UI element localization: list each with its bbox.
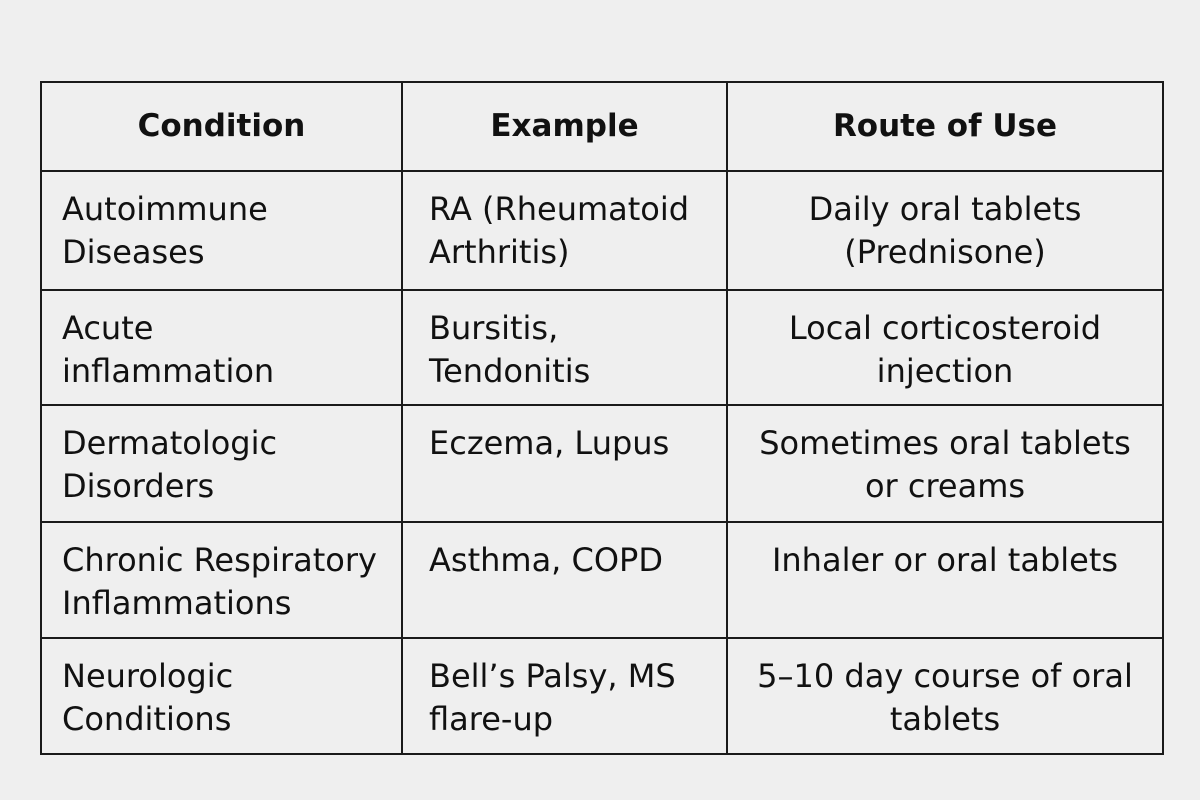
cell-condition xyxy=(41,638,402,754)
cell-text: 5–10 day course of oral xyxy=(757,657,1133,695)
cell-text: flare-up xyxy=(429,700,554,738)
cell-text: Disorders xyxy=(62,467,215,505)
cell-text: Chronic Respiratory xyxy=(62,541,377,579)
cell-text: Tendonitis xyxy=(429,352,591,390)
cell-route xyxy=(727,290,1163,405)
table-row xyxy=(41,522,1163,638)
cell-example xyxy=(402,171,727,290)
cell-text: Neurologic xyxy=(62,657,234,695)
cell-text: Diseases xyxy=(62,233,205,271)
cell-example xyxy=(402,522,727,638)
cell-text: Inflammations xyxy=(62,584,292,622)
cell-text: Bell’s Palsy, MS xyxy=(429,657,676,695)
cell-example xyxy=(402,405,727,522)
cell-route xyxy=(727,522,1163,638)
table-row xyxy=(41,171,1163,290)
cell-route xyxy=(727,405,1163,522)
cell-text: Inhaler or oral tablets xyxy=(771,541,1119,579)
table-row xyxy=(41,290,1163,405)
cell-text: injection xyxy=(876,352,1014,390)
table-row xyxy=(41,405,1163,522)
cell-example xyxy=(402,638,727,754)
cell-text: Arthritis) xyxy=(429,233,570,271)
cell-text: Autoimmune xyxy=(62,190,268,228)
cell-text: RA (Rheumatoid xyxy=(429,190,690,228)
cell-text: Dermatologic xyxy=(62,424,278,462)
cell-text: Conditions xyxy=(62,700,232,738)
header-condition: Condition xyxy=(41,82,402,171)
cell-route xyxy=(727,638,1163,754)
cell-text: Sometimes oral tablets xyxy=(759,424,1131,462)
table-header-row xyxy=(41,82,1163,171)
cell-text: Asthma, COPD xyxy=(429,541,663,579)
cell-text: Eczema, Lupus xyxy=(429,424,670,462)
cell-condition xyxy=(41,405,402,522)
cell-text: inflammation xyxy=(62,352,275,390)
cell-text: Local corticosteroid xyxy=(788,309,1102,347)
cell-condition xyxy=(41,171,402,290)
cell-text: tablets xyxy=(889,700,1001,738)
cell-text: or creams xyxy=(864,467,1026,505)
cell-text: (Prednisone) xyxy=(844,233,1046,271)
cell-text: Bursitis, xyxy=(429,309,559,347)
cell-text: Acute xyxy=(62,309,154,347)
table-row xyxy=(41,638,1163,754)
cell-condition xyxy=(41,522,402,638)
cell-condition xyxy=(41,290,402,405)
cell-text: Daily oral tablets xyxy=(808,190,1082,228)
cell-example xyxy=(402,290,727,405)
header-example: Example xyxy=(402,82,727,171)
cell-route xyxy=(727,171,1163,290)
header-route-of-use: Route of Use xyxy=(727,82,1163,171)
conditions-table xyxy=(40,81,1164,755)
conditions-table-container xyxy=(40,81,1162,753)
